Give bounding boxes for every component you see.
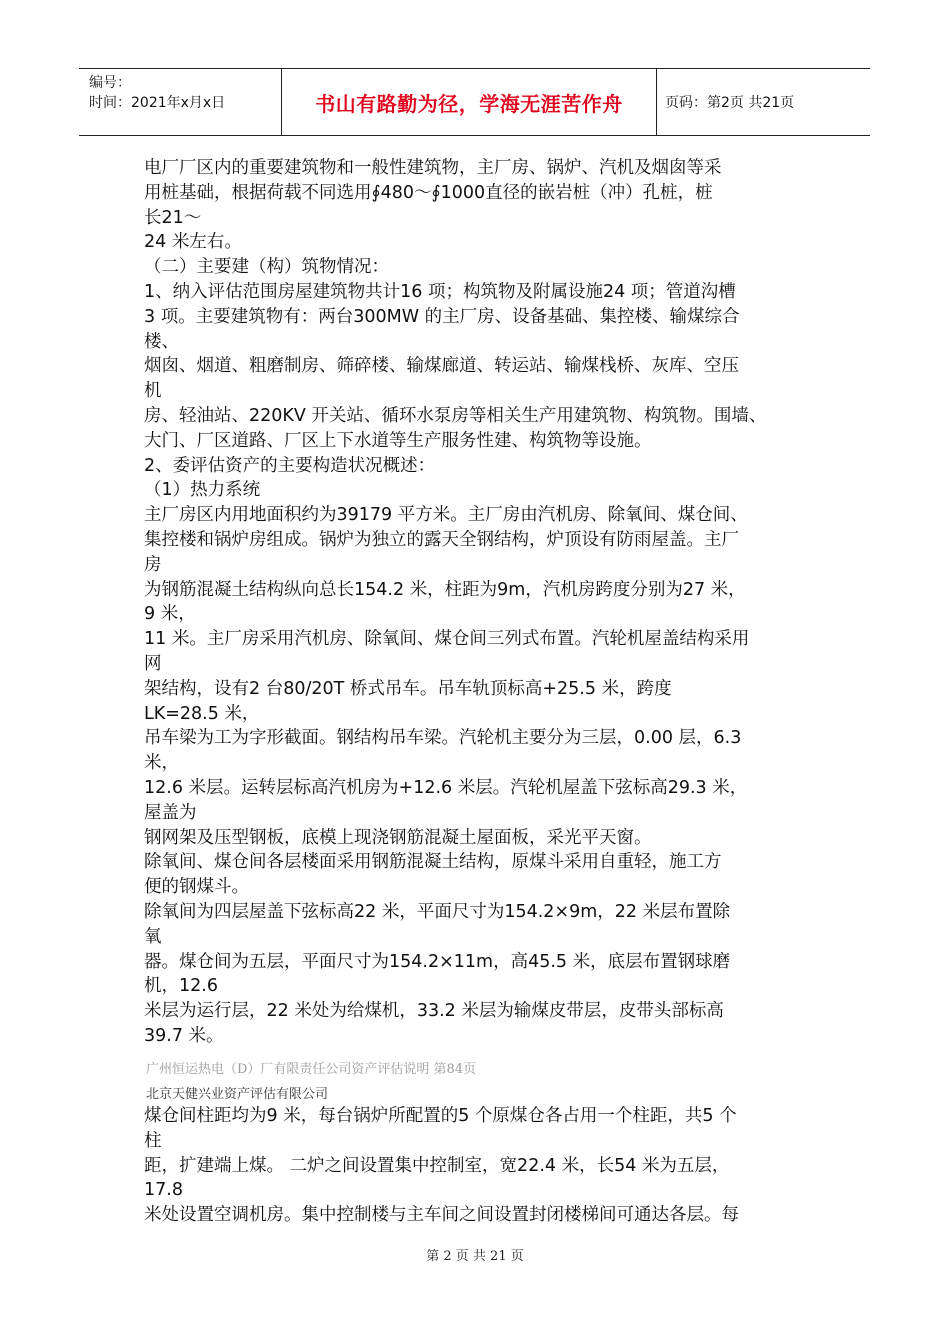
- paragraph-line: 楼、: [144, 331, 179, 352]
- paragraph-line: 电厂厂区内的重要建筑物和一般性建筑物，主厂房、锅炉、汽机及烟囱等采: [144, 158, 722, 178]
- paragraph-line: 为钢筋混凝土结构纵向总长154.2 米，柱距为9m，汽机房跨度分别为27 米，: [144, 579, 746, 600]
- paragraph-line: 煤仓间柱距均为9 米，每台锅炉所配置的5 个原煤仓各占用一个柱距，共5 个: [144, 1106, 737, 1126]
- paragraph-line: 柱: [144, 1130, 162, 1151]
- page-footer: 第 2 页 共 21 页: [426, 1249, 524, 1264]
- paragraph-line: 钢网架及压型钢板，底模上现浇钢筋混凝土屋面板，采光平天窗。: [144, 827, 652, 848]
- paragraph-line: 米，: [144, 753, 179, 774]
- paragraph-line: 主厂房区内用地面积约为39179 平方米。主厂房由汽机房、除氧间、煤仓间、: [144, 505, 748, 526]
- paragraph-line: 长21～: [144, 207, 202, 228]
- paragraph-line: 米处设置空调机房。集中控制楼与主车间之间设置封闭楼梯间可通达各层。每: [144, 1205, 739, 1226]
- paragraph-line: 9 米，: [144, 604, 196, 625]
- paragraph-line: 39.7 米。: [144, 1025, 224, 1046]
- page-header: [79, 68, 870, 136]
- paragraph-line: 用桩基础，根据荷载不同选用∮480～∮1000直径的嵌岩桩（冲）孔桩，桩: [144, 182, 713, 203]
- paragraph-line: 房: [144, 554, 162, 575]
- paragraph-line: 除氧间为四层屋盖下弦标高22 米，平面尺寸为154.2×9m，22 米层布置除: [144, 901, 731, 922]
- paragraph-line: （二）主要建（构）筑物情况：: [144, 257, 389, 278]
- doc-time-label: 时间：2021年x月x日: [89, 95, 226, 111]
- paragraph-line: 氧: [144, 926, 162, 947]
- header-motto: 书山有路勤为径，学海无涯苦作舟: [282, 69, 657, 135]
- paragraph-line: 距，扩建端上煤。 二炉之间设置集中控制室，宽22.4 米，长54 米为五层，: [144, 1155, 730, 1176]
- header-page-info: 页码：第2页 共21页: [665, 95, 795, 111]
- paragraph-line: 17.8: [144, 1180, 183, 1201]
- body-text: [144, 156, 824, 1049]
- paragraph-line: 米层为运行层，22 米处为给煤机，33.2 米层为输煤皮带层，皮带头部标高: [144, 1001, 724, 1022]
- paragraph-line: 集控楼和锅炉房组成。锅炉为独立的露天全钢结构，炉顶设有防雨屋盖。主厂: [144, 529, 739, 550]
- doc-number-label: 编号：: [89, 75, 131, 91]
- paragraph-line: 机: [144, 381, 162, 402]
- paragraph-line: 网: [144, 653, 162, 674]
- paragraph-line: 机，12.6: [144, 976, 218, 997]
- body-text-continued: [144, 1104, 824, 1228]
- company-note: 北京天健兴业资产评估有限公司: [146, 1087, 329, 1102]
- paragraph-line: 烟囱、烟道、粗磨制房、筛碎楼、输煤廊道、转运站、输煤栈桥、灰库、空压: [144, 356, 739, 377]
- paragraph-line: 吊车梁为工为字形截面。钢结构吊车梁。汽轮机主要分为三层，0.00 层，6.3: [144, 728, 742, 749]
- paragraph-line: 房、轻油站、220KV 开关站、循环水泵房等相关生产用建筑物、构筑物。围墙、: [144, 405, 767, 426]
- paragraph-line: 2、委评估资产的主要构造状况概述：: [144, 455, 436, 476]
- paragraph-line: 器。煤仓间为五层，平面尺寸为154.2×11m，高45.5 米，底层布置钢球磨: [144, 951, 731, 972]
- paragraph-line: 架结构，设有2 台80/20T 桥式吊车。吊车轨顶标高+25.5 米，跨度: [144, 678, 672, 699]
- paragraph-line: 24 米左右。: [144, 232, 242, 253]
- paragraph-line: 屋盖为: [144, 802, 197, 823]
- paragraph-line: 便的钢煤斗。: [144, 877, 249, 898]
- paragraph-line: 11 米。主厂房采用汽机房、除氧间、煤仓间三列式布置。汽轮机屋盖结构采用: [144, 629, 750, 650]
- paragraph-line: 除氧间、煤仓间各层楼面采用钢筋混凝土结构，原煤斗采用自重轻，施工方: [144, 852, 722, 873]
- paragraph-line: 12.6 米层。运转层标高汽机房为+12.6 米层。汽轮机屋盖下弦标高29.3 米，: [144, 777, 748, 798]
- paragraph-line: 3 项。主要建筑物有：两台300MW 的主厂房、设备基础、集控楼、输煤综合: [144, 306, 740, 327]
- paragraph-line: （1）热力系统: [144, 480, 261, 501]
- header-meta: [79, 69, 282, 135]
- source-note: 广州恒运热电（D）厂有限责任公司资产评估说明 第84页: [146, 1062, 477, 1077]
- paragraph-line: LK=28.5 米，: [144, 703, 260, 724]
- paragraph-line: 1、纳入评估范围房屋建筑物共计16 项；构筑物及附属设施24 项；管道沟槽: [144, 281, 736, 302]
- paragraph-line: 大门、厂区道路、厂区上下水道等生产服务性建、构筑物等设施。: [144, 430, 652, 451]
